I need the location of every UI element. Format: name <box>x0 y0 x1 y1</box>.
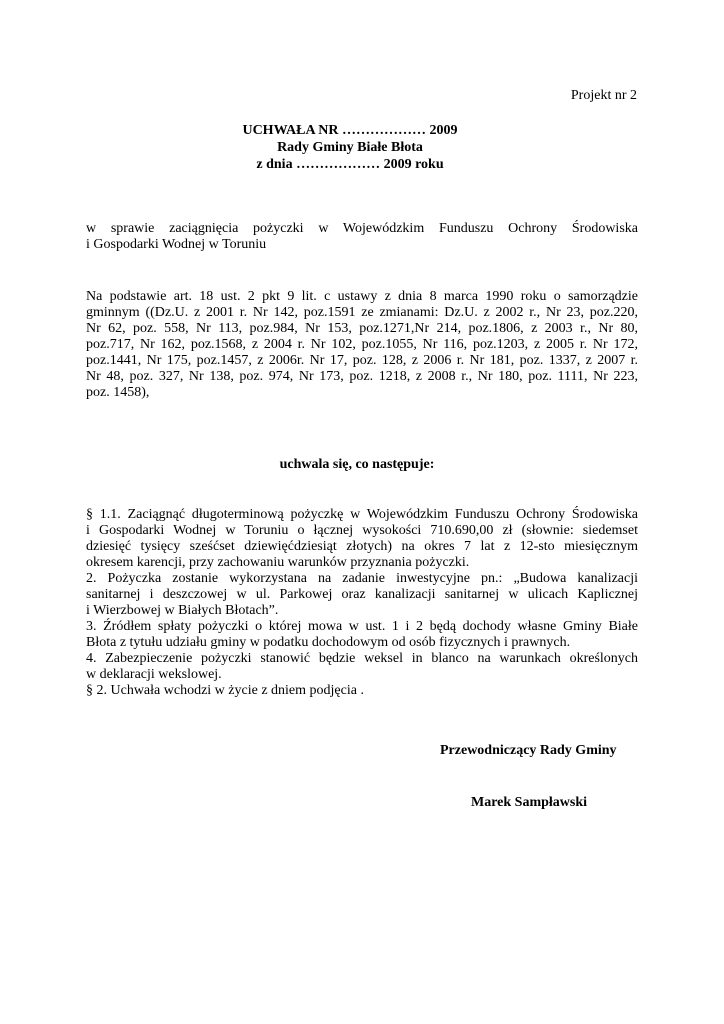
legal-basis-line: poz. 1458), <box>86 385 150 400</box>
subject-line: i Gospodarki Wodnej w Toruniu <box>86 237 267 252</box>
paragraph-line: okresem karencji, przy zachowaniu warunków przyznania pożyczki. <box>86 555 470 570</box>
resolves-text: uchwala się, co następuje: <box>279 457 435 472</box>
legal-basis-line: Na podstawie art. 18 ust. 2 pkt 9 lit. c ustawy z dnia 8 marca 1990 roku o samorządzie <box>86 289 638 304</box>
paragraph-line: i Gospodarki Wodnej w Toruniu o łącznej wysokości 710.690,00 zł (słownie: siedemset <box>86 523 638 538</box>
paragraph-line: dziesięć tysięcy sześćset dziewięćdziesiąt złotych) na okres 7 lat z 12-sto miesięcznym <box>86 539 638 554</box>
subject-line: w sprawie zaciągnięcia pożyczki w Wojewódzkim Funduszu Ochrony Środowiska <box>86 221 638 236</box>
paragraph-line: 2. Pożyczka zostanie wykorzystana na zadanie inwestycyjne pn.: „Budowa kanalizacji <box>86 571 638 586</box>
paragraph-line: i Wierzbowej w Białych Błotach”. <box>86 603 279 618</box>
resolves-heading <box>0 457 724 473</box>
resolution-subject <box>86 221 638 253</box>
paragraph-line: § 2. Uchwała wchodzi w życie z dniem podjęcia . <box>86 683 364 698</box>
paragraph-line: § 1.1. Zaciągnąć długoterminową pożyczkę w Wojewódzkim Funduszu Ochrony Środowiska <box>86 507 638 522</box>
paragraph-line: w deklaracji wekslowej. <box>86 667 222 682</box>
council-name: Rady Gminy Białe Błota <box>277 140 423 155</box>
legal-basis-line: Nr 48, poz. 327, Nr 138, poz. 974, Nr 173, poz. 1218, z 2008 r., Nr 180, poz. 1111, Nr 223, <box>86 369 638 384</box>
paragraph-line: Błota z tytułu udziału gminy w podatku dochodowym od osób fizycznych i prawnych. <box>86 635 571 650</box>
resolution-title <box>0 122 724 173</box>
paragraph-line: 3. Źródłem spłaty pożyczki o której mowa w ust. 1 i 2 będą dochody własne Gminy Białe <box>86 619 638 634</box>
resolution-number: UCHWAŁA NR ……………… 2009 <box>242 123 458 138</box>
project-label: Projekt nr 2 <box>570 88 637 103</box>
legal-basis-line: Nr 62, poz. 558, Nr 113, poz.984, Nr 153, poz.1271,Nr 214, poz.1806, z 2003 r., Nr 80, <box>86 321 638 336</box>
chairman-name: Marek Sampławski <box>471 795 588 810</box>
legal-basis-line: poz.1441, Nr 175, poz.1457, z 2006r. Nr 17, poz. 128, z 2006 r. Nr 181, poz. 1337, z 2007 r. <box>86 353 638 368</box>
resolution-paragraphs <box>86 507 638 699</box>
paragraph-line: sanitarnej i deszczowej w ul. Parkowej oraz kanalizacji sanitarnej w ulicach Kaplicznej <box>86 587 638 602</box>
chairman-title: Przewodniczący Rady Gminy <box>440 743 617 758</box>
paragraph-line: 4. Zabezpieczenie pożyczki stanowić będzie weksel in blanco na warunkach określonych <box>86 651 638 666</box>
legal-basis-line: gminnym ((Dz.U. z 2001 r. Nr 142, poz.1591 ze zmianami: Dz.U. z 2002 r., Nr 23, poz.220, <box>86 305 638 320</box>
legal-basis <box>86 289 638 401</box>
legal-basis-line: poz.717, Nr 162, poz.1568, z 2004 r. Nr 102, poz.1055, Nr 116, poz.1203, z 2005 r. Nr 172, <box>86 337 638 352</box>
resolution-date: z dnia ……………… 2009 roku <box>256 157 444 172</box>
